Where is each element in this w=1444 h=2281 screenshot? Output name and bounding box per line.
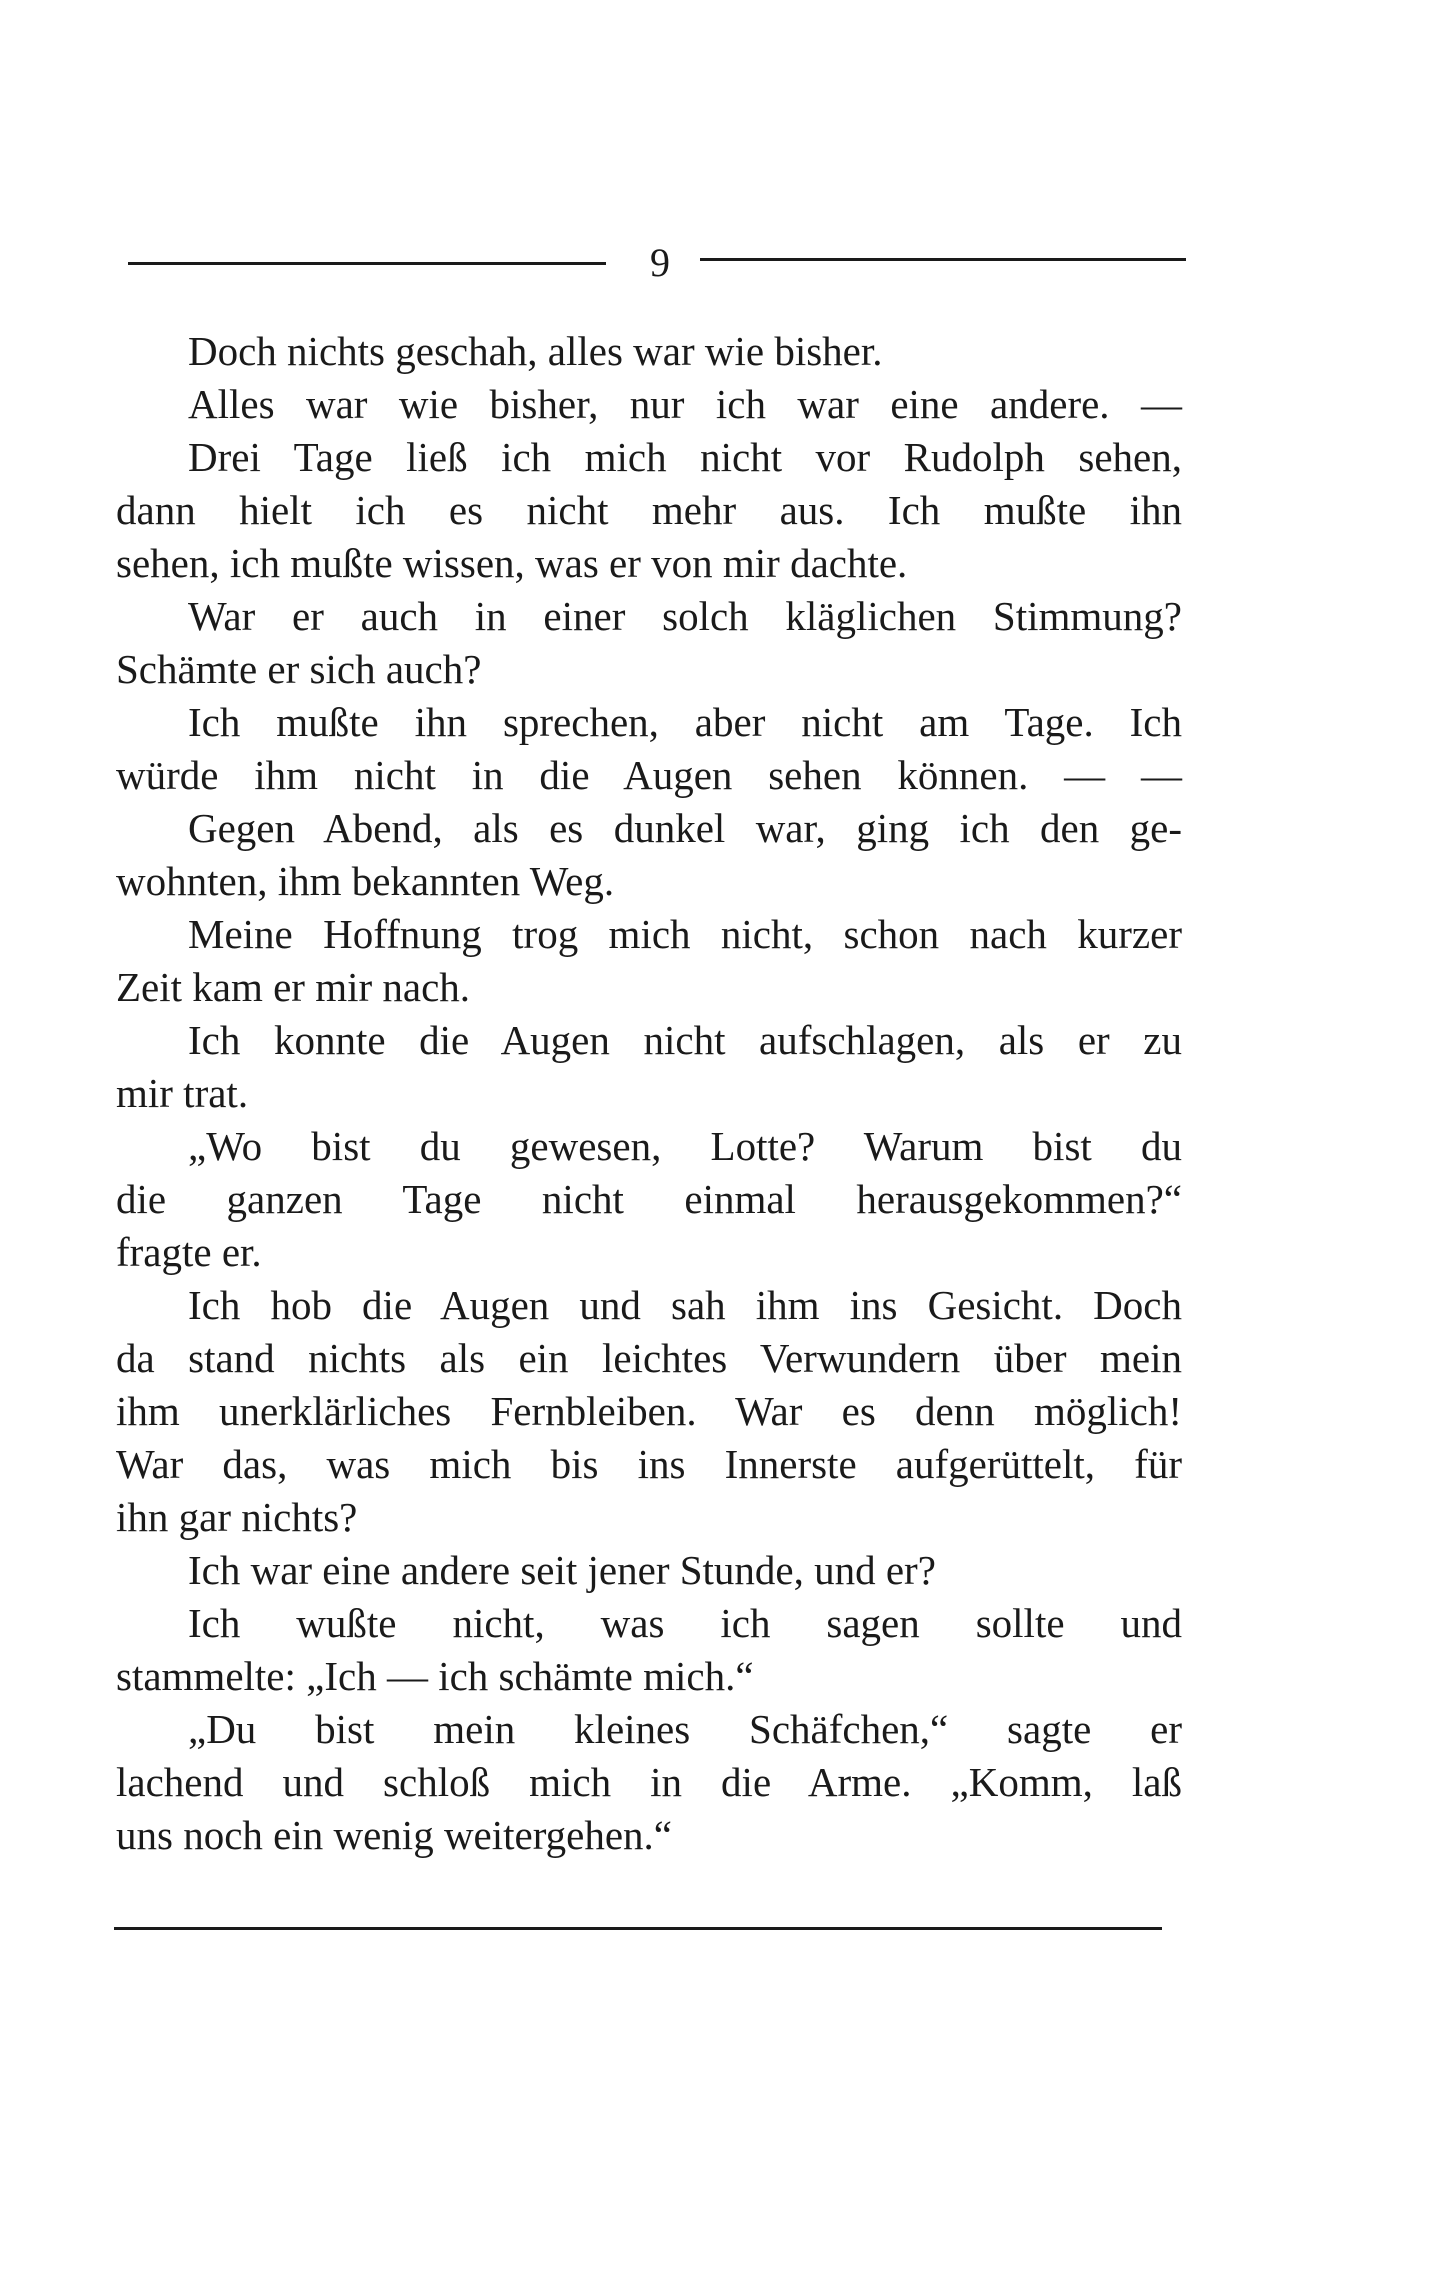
text-line: Alles war wie bisher, nur ich war eine andere. — bbox=[188, 381, 1182, 427]
text-line: War er auch in einer solch kläglichen Stimmung? bbox=[188, 593, 1182, 639]
body-text bbox=[116, 325, 1182, 1862]
text-line: Ich hob die Augen und sah ihm ins Gesicht. Doch bbox=[188, 1282, 1182, 1328]
text-line: würde ihm nicht in die Augen sehen können. — — bbox=[116, 752, 1182, 798]
text-line: Meine Hoffnung trog mich nicht, schon nach kurzer bbox=[188, 911, 1182, 957]
text-line: ihn gar nichts? bbox=[116, 1494, 358, 1540]
text-line: Ich wußte nicht, was ich sagen sollte und bbox=[188, 1600, 1182, 1646]
footer-rule bbox=[114, 1927, 1162, 1930]
text-line: Drei Tage ließ ich mich nicht vor Rudolph sehen, bbox=[188, 434, 1182, 480]
text-line: ihm unerklärliches Fernbleiben. War es denn möglich! bbox=[116, 1388, 1182, 1434]
text-line: War das, was mich bis ins Innerste aufgerüttelt, für bbox=[116, 1441, 1182, 1487]
page-header bbox=[120, 238, 1190, 288]
text-line: die ganzen Tage nicht einmal herausgekommen?“ bbox=[116, 1176, 1182, 1222]
page-number: 9 bbox=[650, 240, 670, 285]
header-rule-right bbox=[700, 258, 1186, 261]
text-line: Ich mußte ihn sprechen, aber nicht am Tage. Ich bbox=[188, 699, 1182, 745]
text-line: uns noch ein wenig weitergehen.“ bbox=[116, 1812, 672, 1858]
text-line: Gegen Abend, als es dunkel war, ging ich den ge- bbox=[188, 805, 1182, 851]
text-line: stammelte: „Ich — ich schämte mich.“ bbox=[116, 1653, 754, 1699]
text-line: Schämte er sich auch? bbox=[116, 646, 482, 692]
text-line: lachend und schloß mich in die Arme. „Komm, laß bbox=[116, 1759, 1182, 1805]
text-line: „Du bist mein kleines Schäfchen,“ sagte er bbox=[188, 1706, 1182, 1752]
text-line: fragte er. bbox=[116, 1229, 262, 1275]
header-rule-left bbox=[128, 262, 606, 265]
text-line: wohnten, ihm bekannten Weg. bbox=[116, 858, 615, 904]
text-line: Doch nichts geschah, alles war wie bisher. bbox=[188, 328, 883, 374]
text-line: sehen, ich mußte wissen, was er von mir dachte. bbox=[116, 540, 908, 586]
text-line: „Wo bist du gewesen, Lotte? Warum bist du bbox=[188, 1123, 1182, 1169]
text-line: Ich konnte die Augen nicht aufschlagen, als er zu bbox=[188, 1017, 1182, 1063]
text-line: dann hielt ich es nicht mehr aus. Ich mußte ihn bbox=[116, 487, 1182, 533]
text-line: mir trat. bbox=[116, 1070, 249, 1116]
text-line: Ich war eine andere seit jener Stunde, und er? bbox=[188, 1547, 936, 1593]
text-line: da stand nichts als ein leichtes Verwundern über mein bbox=[116, 1335, 1182, 1381]
text-line: Zeit kam er mir nach. bbox=[116, 964, 471, 1010]
